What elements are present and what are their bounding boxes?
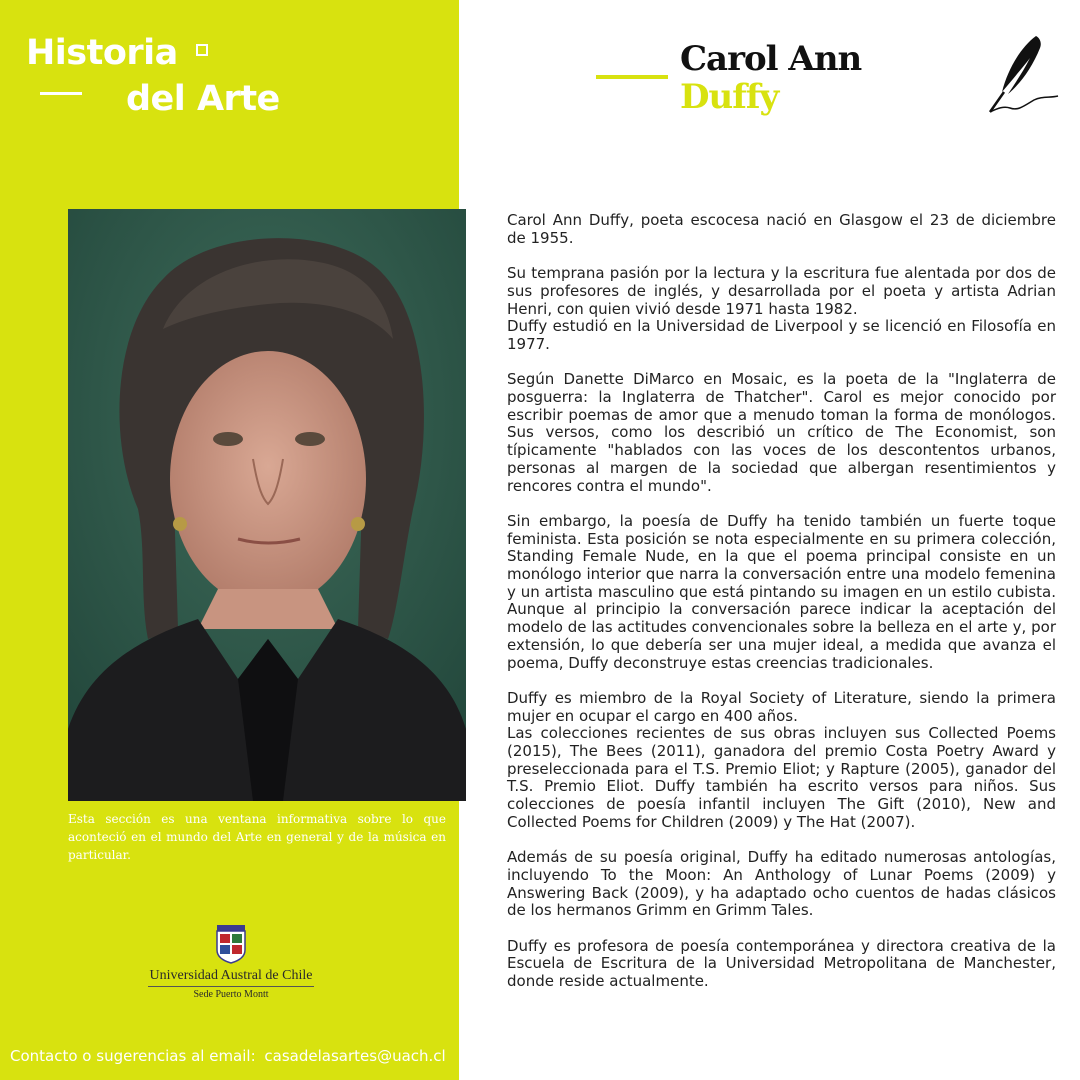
logo-divider (148, 986, 314, 987)
bio-paragraph-5: Duffy es miembro de la Royal Society of Literature, siendo la primera mujer en ocupar el cargo en 400 años. Las colecciones recientes de sus obras incluyen sus Collected Poems (2015), The Bees (2011), ganadora del premio Costa Poetry Award y preseleccionada para el T.S. Premio Eliot; y Rapture (2005), ganador del T.S. Premio Eliot. Duffy también ha escrito versos para niños. Sus colecciones de poesía infantil incluyen The Gift (2010), New and Collected Poems for Children (2009) y The Hat (2007). (507, 688, 1056, 831)
bio-paragraph-4: Sin embargo, la poesía de Duffy ha tenido también un fuerte toque feminista. Esta posición se nota especialmente en su primera colección, Standing Female Nude, en la que el poema principal consiste en un monólogo interior que narra la conversación entre una modelo femenina y un artista masculino que está pintando su imagen en un estilo cubista. Aunque al principio la conversación parece indicar la aceptación del modelo de las actitudes convencionales sobre la belleza en el arte y, por extensión, lo que debería ser una mujer ideal, a medida que avanza el poema, Duffy deconstruye estas creencias tradicionales. (507, 511, 1056, 672)
university-sede: Sede Puerto Montt (193, 989, 269, 1000)
contact-line (10, 1047, 446, 1065)
brand-dash (40, 92, 82, 95)
title-accent-line (596, 75, 668, 79)
contact-label: Contacto o sugerencias al email: (10, 1047, 256, 1065)
bio-paragraph-6: Además de su poesía original, Duffy ha editado numerosas antologías, incluyendo To the Moon: An Anthology of Lunar Poems (2009) y Answering Back (2009), y ha adaptado ocho cuentos de hadas clásicos de los hermanos Grimm en Grimm Tales. (507, 848, 1056, 920)
bio-paragraph-2: Su temprana pasión por la lectura y la escritura fue alentada por dos de sus profesores de inglés, y desarrollada por el poeta y artista Adrian Henri, con quien vivió desde 1971 hasta 1982. Duffy estudió en la Universidad de Liverpool y se licenció en Filosofía en 1977. (507, 264, 1056, 353)
university-crest-icon (214, 924, 248, 964)
left-panel (0, 0, 459, 1080)
brand-square-icon (196, 44, 208, 56)
university-logo (148, 924, 314, 1000)
biography (507, 212, 1056, 1009)
contact-email-link[interactable]: casadelasartes@uach.cl (264, 1047, 446, 1065)
brand-line1: Historia (26, 33, 178, 73)
title-first-name: Carol Ann (680, 39, 862, 79)
section-caption: Esta sección es una ventana informativa sobre lo que aconteció en el mundo del Arte en general y de la música en particular. (68, 812, 446, 862)
page-title (680, 40, 861, 116)
university-name: Universidad Austral de Chile (149, 968, 313, 983)
quill-pen-icon (984, 34, 1060, 116)
portrait-photo (68, 209, 466, 801)
title-last-name: Duffy (680, 77, 779, 117)
bio-paragraph-1: Carol Ann Duffy, poeta escocesa nació en Glasgow el 23 de diciembre de 1955. (507, 211, 1056, 247)
bio-paragraph-3: Según Danette DiMarco en Mosaic, es la poeta de la "Inglaterra de posguerra: la Inglaterra de Thatcher". Carol es mejor conocido por escribir poemas de amor que a menudo toman la forma de monólogos. Sus versos, como los describió un crítico de The Economist, son típicamente "hablados con las voces de los descontentos urbanos, personas al margen de la sociedad que albergan resentimientos y rencores contra el mundo". (507, 370, 1056, 495)
brand-line2: del Arte (126, 79, 280, 119)
bio-paragraph-7: Duffy es profesora de poesía contemporánea y directora creativa de la Escuela de Escritura de la Universidad Metropolitana de Manchester, donde reside actualmente. (507, 936, 1056, 991)
